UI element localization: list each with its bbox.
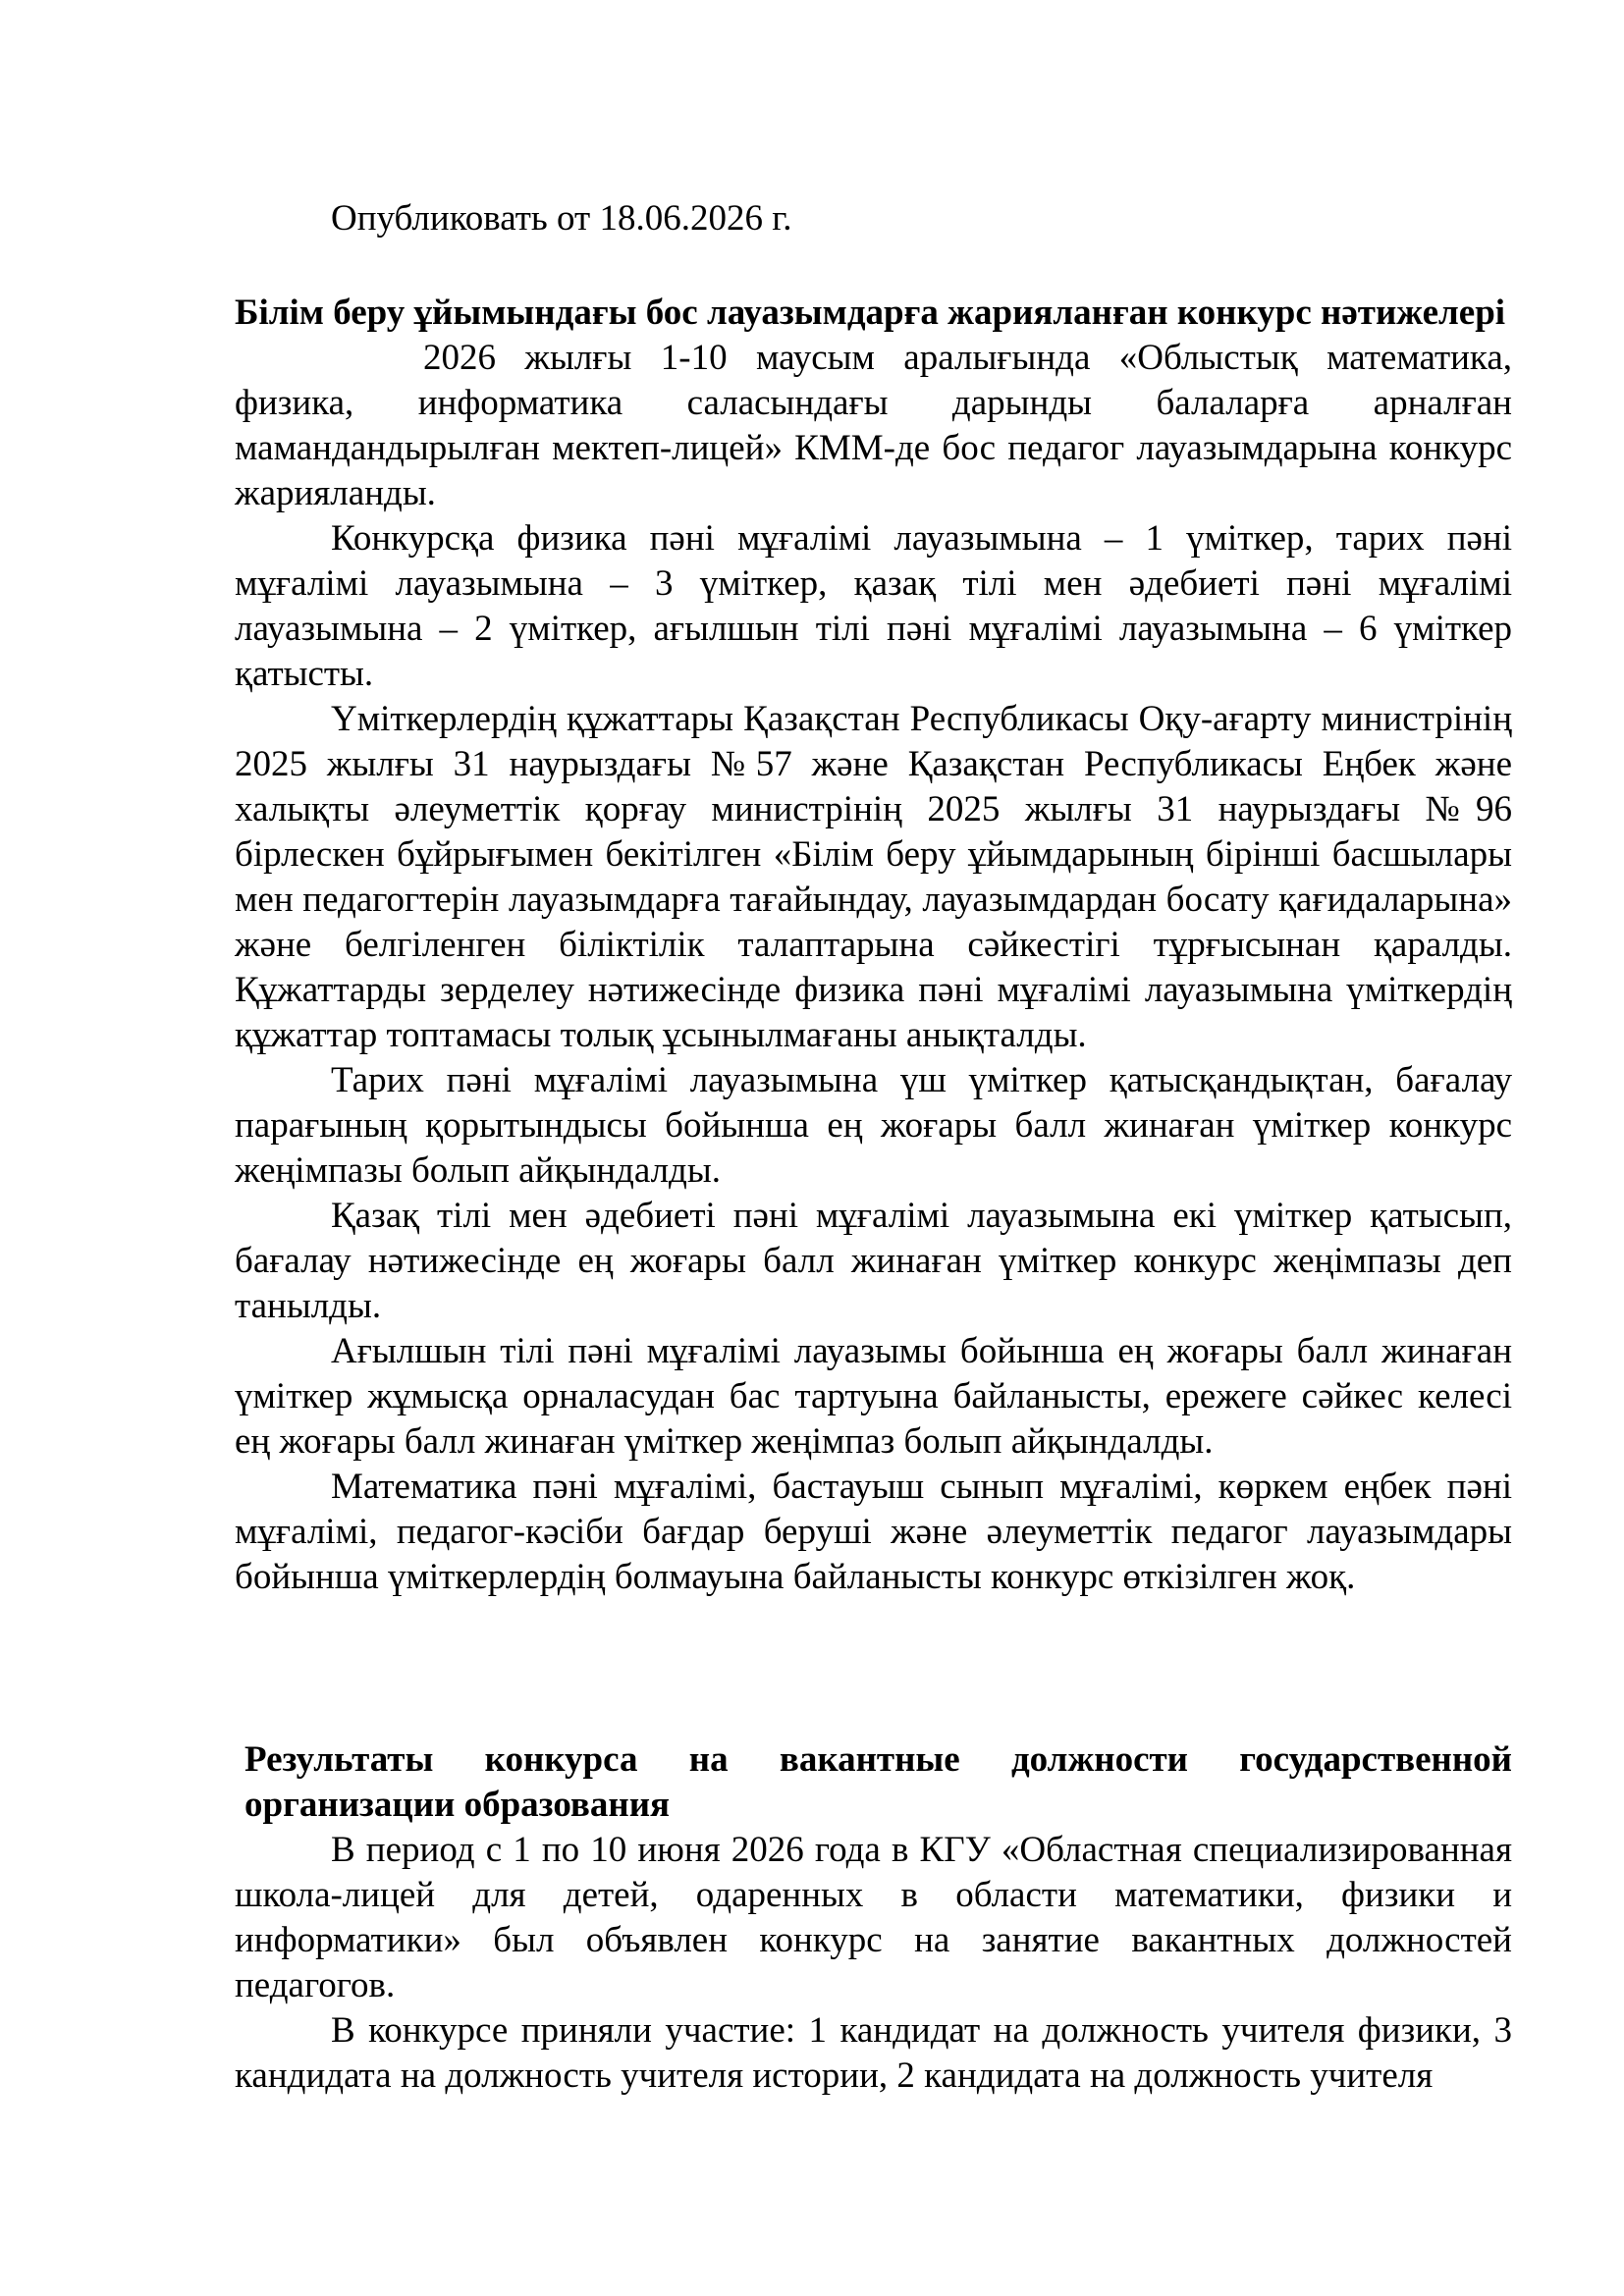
russian-section bbox=[235, 1737, 1512, 2099]
kazakh-heading: Білім беру ұйымындағы бос лауазымдарға жарияланған конкурс нәтижелері bbox=[235, 293, 1506, 333]
kazakh-paragraph: Конкурсқа физика пәні мұғалімі лауазымына – 1 үміткер, тарих пәні мұғалімі лауазымына – 3 үміткер, қазақ тілі мен әдебиеті пәні мұғалімі лауазымына – 2 үміткер, ағылшын тілі пәні мұғалімі лауазымына – 6 үміткер қатысты. bbox=[235, 518, 1512, 694]
kazakh-paragraph: Үміткерлердің құжаттары Қазақстан Республикасы Оқу-ағарту министрінің 2025 жылғы 31 наурыздағы №57 және Қазақстан Республикасы Еңбек және халықты әлеуметтік қорғау министрінің 2025 жылғы 31 наурыздағы №96 бірлескен бұйрығымен бекітілген «Білім беру ұйымдарының бірінші басшылары мен педагогтерін лауазымдарға тағайындау, лауазымдардан босату қағидаларына» және белгіленген біліктілік талаптарына сәйкестігі тұрғысынан қаралды. Құжаттарды зерделеу нәтижесінде физика пәні мұғалімі лауазымына үміткердің құжаттар топтамасы толық ұсынылмағаны анықталды. bbox=[235, 699, 1512, 1055]
kazakh-paragraph: 2026 жылғы 1-10 маусым аралығында «Облыстық математика, физика, информатика саласындағы дарынды балаларға арналған мамандандырылған мектеп-лицей» КММ-де бос педагог лауазымдарына конкурс жарияланды. bbox=[235, 338, 1512, 513]
russian-heading: Результаты конкурса на вакантные должности государственной организации образования bbox=[244, 1739, 1512, 1825]
russian-paragraph: В конкурсе приняли участие: 1 кандидат на должность учителя физики, 3 кандидата на должность учителя истории, 2 кандидата на должность учителя bbox=[235, 2010, 1512, 2096]
publish-date-line: Опубликовать от 18.06.2026 г. bbox=[331, 198, 792, 239]
russian-paragraph: В период с 1 по 10 июня 2026 года в КГУ «Областная специализированная школа-лицей для детей, одаренных в области математики, физики и информатики» был объявлен конкурс на занятие вакантных должностей педагогов. bbox=[235, 1830, 1512, 2005]
kazakh-section bbox=[235, 291, 1512, 1600]
kazakh-paragraph: Тарих пәні мұғалімі лауазымына үш үміткер қатысқандықтан, бағалау парағының қорытындысы бойынша ең жоғары балл жинаған үміткер конкурс жеңімпазы болып айқындалды. bbox=[235, 1060, 1512, 1191]
kazakh-paragraph: Математика пәні мұғалімі, бастауыш сынып мұғалімі, көркем еңбек пәні мұғалімі, педагог-кәсіби бағдар беруші және әлеуметтік педагог лауазымдары бойынша үміткерлердің болмауына байланысты конкурс өткізілген жоқ. bbox=[235, 1467, 1512, 1597]
kazakh-paragraph: Ағылшын тілі пәні мұғалімі лауазымы бойынша ең жоғары балл жинаған үміткер жұмысқа орналасудан бас тартуына байланысты, ережеге сәйкес келесі ең жоғары балл жинаған үміткер жеңімпаз болып айқындалды. bbox=[235, 1331, 1512, 1462]
kazakh-paragraph: Қазақ тілі мен әдебиеті пәні мұғалімі лауазымына екі үміткер қатысып, бағалау нәтижесінде ең жоғары балл жинаған үміткер конкурс жеңімпазы деп танылды. bbox=[235, 1196, 1512, 1326]
